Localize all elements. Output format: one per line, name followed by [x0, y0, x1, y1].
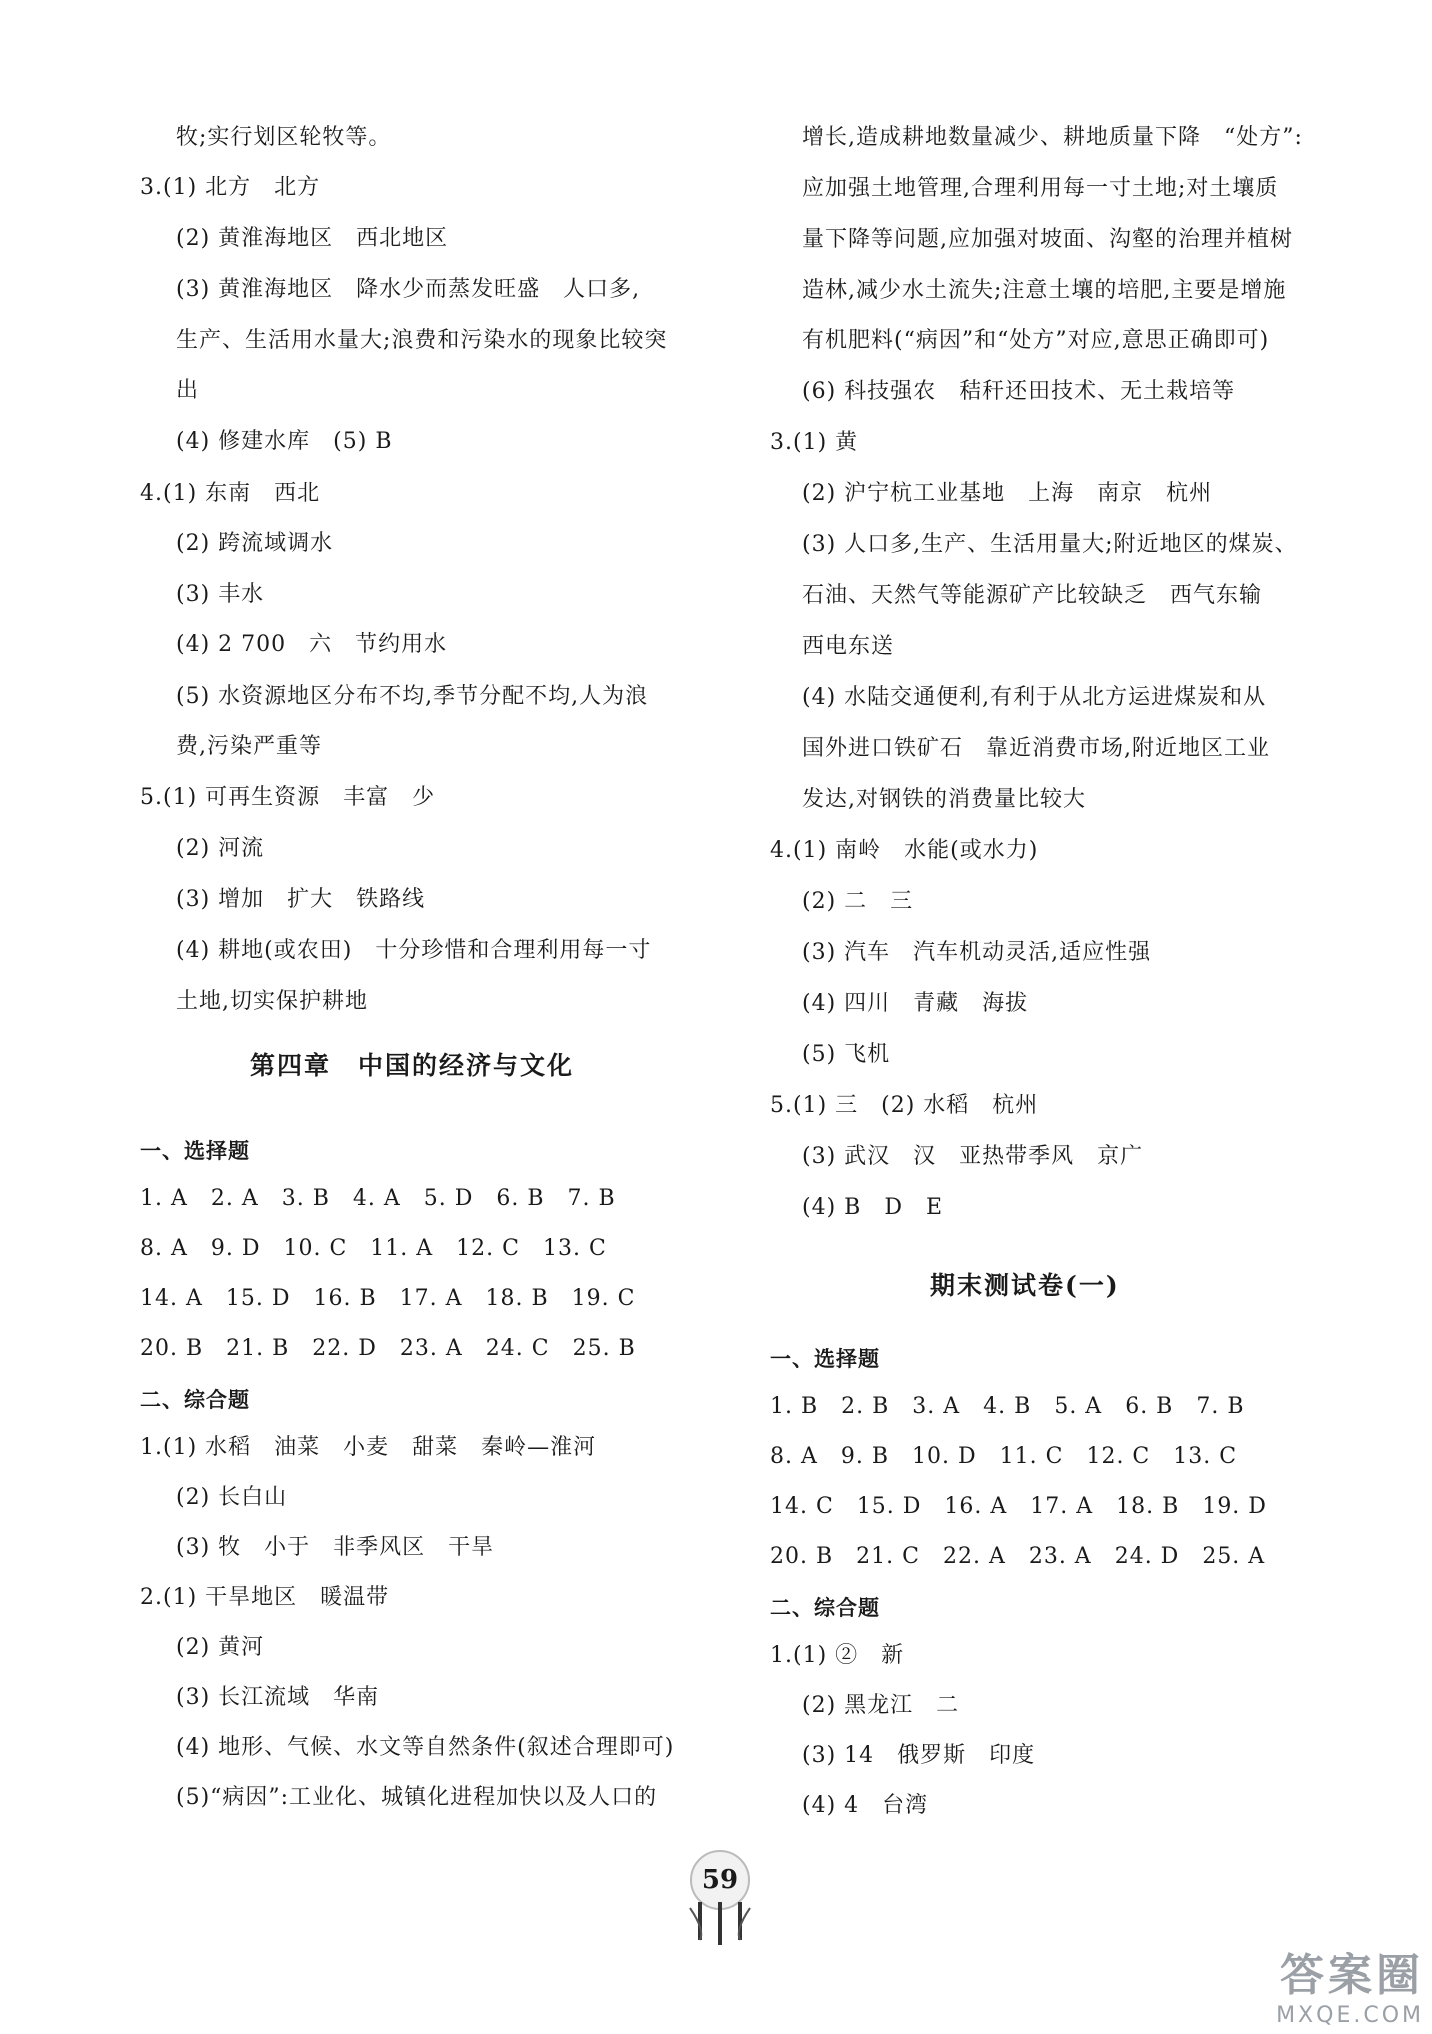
answer-line: 14. A 15. D 16. B 17. A 18. B 19. C [140, 1286, 636, 1311]
answer-line: (3) 武汉 汉 亚热带季风 京广 [802, 1144, 1144, 1169]
answer-line: (2) 黄淮海地区 西北地区 [176, 226, 449, 251]
section-heading: 二、综合题 [770, 1595, 880, 1620]
answer-line: 发达,对钢铁的消费量比较大 [802, 787, 1086, 812]
answer-line: 牧;实行划区轮牧等。 [176, 125, 392, 150]
watermark-logo-text: 答案圈 [1280, 1950, 1424, 2001]
answer-line: (2) 沪宁杭工业基地 上海 南京 杭州 [802, 481, 1213, 506]
answer-line: (4) 4 台湾 [802, 1793, 929, 1818]
answer-line: 土地,切实保护耕地 [176, 989, 368, 1014]
answer-line: (2) 黑龙江 二 [802, 1693, 960, 1718]
answer-line: 4.(1) 东南 西北 [140, 481, 321, 506]
answer-line: 1.(1) ② 新 [770, 1643, 905, 1668]
answer-line: 石油、天然气等能源矿产比较缺乏 西气东输 [802, 583, 1263, 608]
chapter-heading: 期末测试卷(一) [930, 1271, 1120, 1300]
answer-line: (3) 汽车 汽车机动灵活,适应性强 [802, 940, 1152, 965]
answer-line: (6) 科技强农 秸秆还田技术、无土栽培等 [802, 379, 1236, 404]
answer-line: 1.(1) 水稻 油菜 小麦 甜菜 秦岭—淮河 [140, 1435, 597, 1460]
answer-line: (4) 水陆交通便利,有利于从北方运进煤炭和从 [802, 685, 1267, 710]
answer-line: 8. A 9. B 10. D 11. C 12. C 13. C [770, 1444, 1238, 1469]
answer-line: (2) 二 三 [802, 889, 914, 914]
answer-line: 5.(1) 可再生资源 丰富 少 [140, 785, 436, 810]
answer-line: 2.(1) 干旱地区 暖温带 [140, 1585, 390, 1610]
answer-line: 5.(1) 三 (2) 水稻 杭州 [770, 1093, 1039, 1118]
answer-line: (2) 河流 [176, 836, 265, 861]
answer-line: (4) 修建水库 (5) B [176, 429, 393, 454]
answer-line: (3) 增加 扩大 铁路线 [176, 887, 426, 912]
answer-line: 20. B 21. C 22. A 23. A 24. D 25. A [770, 1544, 1266, 1569]
answer-line: 生产、生活用水量大;浪费和污染水的现象比较突 [176, 328, 668, 353]
answer-line: 3.(1) 黄 [770, 430, 859, 455]
answer-line: 20. B 21. B 22. D 23. A 24. C 25. B [140, 1336, 636, 1361]
answer-line: (2) 黄河 [176, 1635, 265, 1660]
answer-line: (3) 人口多,生产、生活用量大;附近地区的煤炭、 [802, 532, 1298, 557]
answer-line: 西电东送 [802, 634, 895, 659]
answer-line: 量下降等问题,应加强对坡面、沟壑的治理并植树 [802, 227, 1293, 252]
answer-line: (2) 跨流域调水 [176, 531, 334, 556]
answer-line: 1. B 2. B 3. A 4. B 5. A 6. B 7. B [770, 1394, 1245, 1419]
answer-line: 14. C 15. D 16. A 17. A 18. B 19. D [770, 1494, 1267, 1519]
answer-line: (2) 长白山 [176, 1485, 288, 1510]
section-heading: 二、综合题 [140, 1387, 250, 1412]
answer-line: 3.(1) 北方 北方 [140, 175, 321, 200]
section-heading: 一、选择题 [770, 1346, 880, 1371]
answer-line: 造林,减少水土流失;注意土壤的培肥,主要是增施 [802, 278, 1287, 303]
answer-line: (4) 地形、气候、水文等自然条件(叙述合理即可) [176, 1735, 675, 1760]
answer-line: (4) B D E [802, 1195, 944, 1220]
answer-line: (4) 四川 青藏 海拔 [802, 991, 1029, 1016]
watermark [1276, 1939, 1424, 2028]
section-heading: 一、选择题 [140, 1138, 250, 1163]
watermark-url: MXQE.COM [1276, 2003, 1424, 2028]
answer-line: (5) 飞机 [802, 1042, 891, 1067]
answer-line: (5)“病因”:工业化、城镇化进程加快以及人口的 [176, 1785, 658, 1810]
answer-line: 出 [176, 378, 200, 403]
answer-line: 应加强土地管理,合理利用每一寸土地;对土壤质 [802, 176, 1279, 201]
answer-line: 费,污染严重等 [176, 734, 322, 759]
answer-line: (3) 14 俄罗斯 印度 [802, 1743, 1036, 1768]
answer-line: (3) 长江流域 华南 [176, 1685, 380, 1710]
answer-line: 8. A 9. D 10. C 11. A 12. C 13. C [140, 1236, 607, 1261]
answer-line: 国外进口铁矿石 靠近消费市场,附近地区工业 [802, 736, 1270, 761]
answer-line: 有机肥料(“病因”和“处方”对应,意思正确即可) [802, 328, 1270, 353]
page-number: 59 [690, 1850, 750, 1910]
answer-line: (3) 黄淮海地区 降水少而蒸发旺盛 人口多, [176, 277, 641, 302]
answer-line: (3) 牧 小于 非季风区 干旱 [176, 1535, 495, 1560]
chapter-heading: 第四章 中国的经济与文化 [250, 1051, 575, 1080]
page-number-ornament-icon [680, 1900, 760, 1950]
answer-line: (3) 丰水 [176, 582, 265, 607]
answer-line: 增长,造成耕地数量减少、耕地质量下降 “处方”: [802, 125, 1303, 150]
answer-line: 1. A 2. A 3. B 4. A 5. D 6. B 7. B [140, 1186, 616, 1211]
answer-line: (4) 2 700 六 节约用水 [176, 632, 448, 657]
answer-line: 4.(1) 南岭 水能(或水力) [770, 838, 1039, 863]
answer-line: (5) 水资源地区分布不均,季节分配不均,人为浪 [176, 684, 649, 709]
answer-line: (4) 耕地(或农田) 十分珍惜和合理利用每一寸 [176, 938, 652, 963]
